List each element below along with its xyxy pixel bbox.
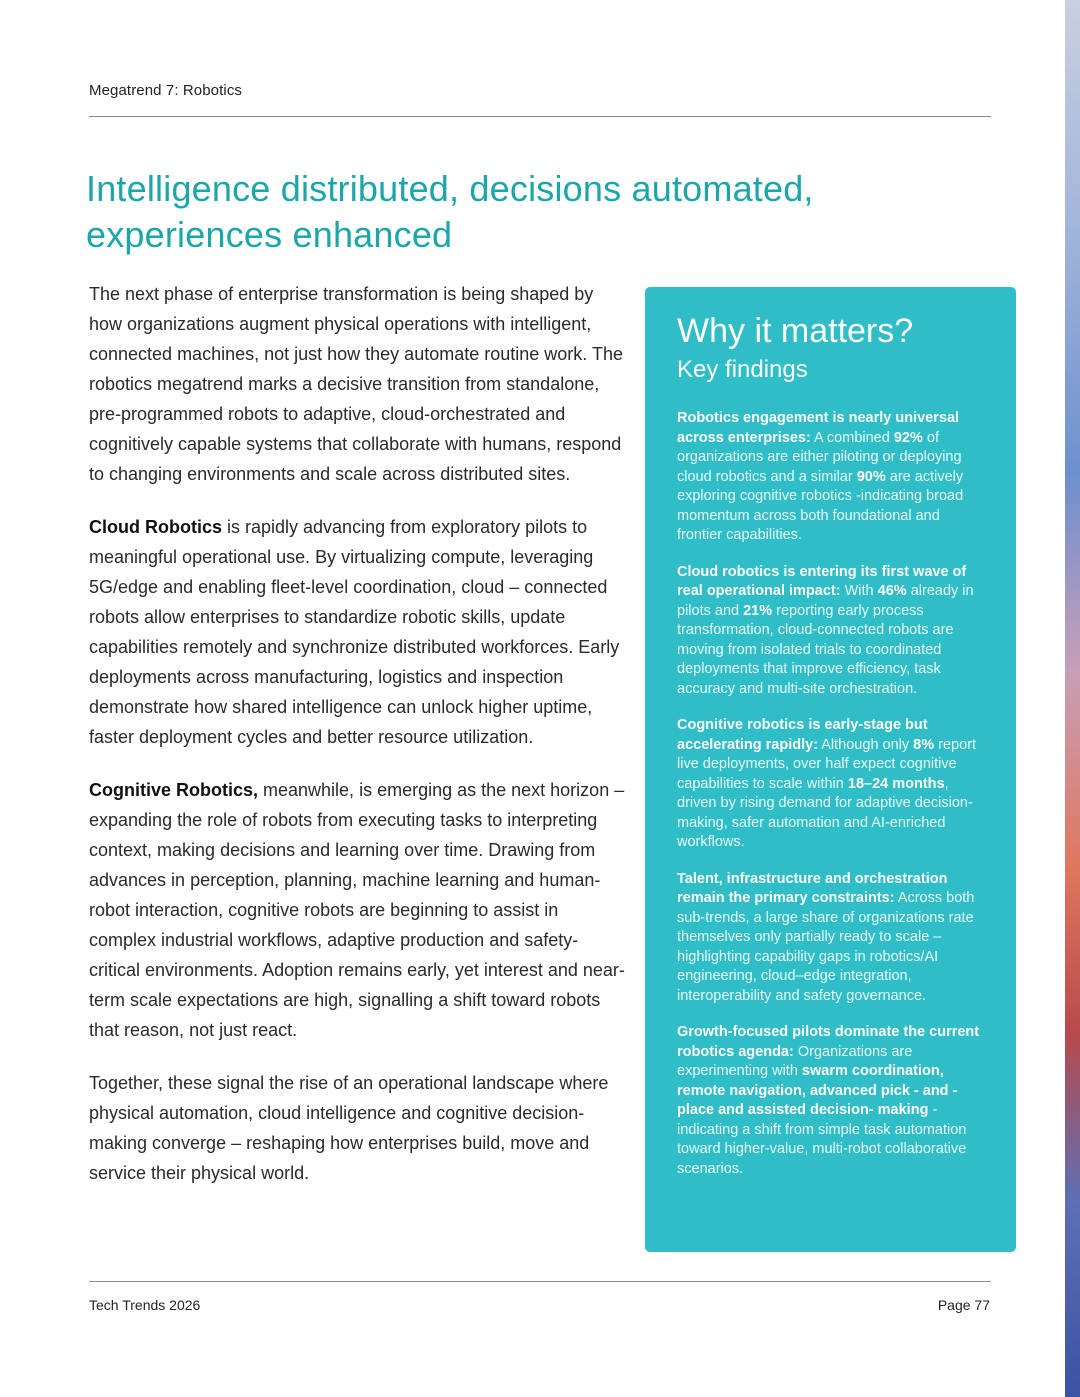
cognitive-robotics-body: meanwhile, is emerging as the next horizon – expanding the role of robots from executing tasks to interpreting context, making decisions and learning over time. Drawing from advances in perception, planning, machine learning and human-robot interaction, cognitive robots are beginning to assist in complex industrial workflows, adaptive production and safety-critical environments. Adoption remains early, yet interest and near-term scale expectations are high, signalling a shift toward robots that reason, not just react.	[89, 780, 625, 1040]
finding-text: of organizations are either piloting or deploying cloud robotics and a similar	[677, 429, 962, 485]
main-article	[89, 279, 629, 1211]
finding-text: reporting early process transformation, cloud-connected robots are moving from isolated trials to coordinated deployments that improve efficiency, task accuracy and multi-site orchestration.	[677, 602, 954, 697]
finding-highlight: 46%	[877, 583, 907, 599]
page-title-line-1: Intelligence distributed, decisions automated,	[86, 168, 814, 209]
page-title	[86, 166, 906, 258]
finding-item	[677, 1023, 988, 1179]
conclusion-paragraph: Together, these signal the rise of an operational landscape where physical automation, cloud intelligence and cognitive decision-making converge – reshaping how enterprises build, move and service their physical world.	[89, 1073, 609, 1183]
finding-lead: Cloud robotics is entering its first wave of real operational impact:	[677, 563, 967, 599]
finding-highlight: 90%	[856, 468, 886, 485]
finding-highlight: swarm coordination, remote navigation, advanced pick - and - place and assisted decision- making	[677, 1063, 958, 1118]
page-edge-gradient	[1065, 0, 1080, 1397]
cloud-robotics-paragraph	[89, 512, 629, 752]
panel-title: Why it matters?	[677, 312, 914, 350]
key-findings-panel	[645, 287, 1016, 1252]
page-number: Page 77	[937, 1297, 990, 1313]
footer-divider	[89, 1281, 991, 1282]
finding-text: Although only	[818, 736, 914, 753]
cloud-robotics-body: is rapidly advancing from exploratory pilots to meaningful operational use. By virtualizing compute, leveraging 5G/edge and enabling fleet-level coordination, cloud – connected robots allow enterprises to standardize robotic skills, update capabilities remotely and synchronize distributed workforces. Early deployments across manufacturing, logistics and inspection demonstrate how shared intelligence can unlock higher uptime, faster deployment cycles and better resource utilization.	[89, 517, 620, 747]
finding-lead: Talent, infrastructure and orchestration remain the primary constraints:	[677, 870, 948, 906]
finding-text: are actively exploring cognitive robotics -indicating broad momentum across both foundational and frontier capabilities.	[677, 468, 964, 543]
panel-subtitle: Key findings	[677, 356, 808, 383]
finding-lead: Growth-focused pilots dominate the current robotics agenda:	[677, 1024, 980, 1060]
finding-text: , driven by rising demand for adaptive decision-making, safer automation and AI-enriched workflows.	[677, 775, 973, 850]
publication-name: Tech Trends 2026	[89, 1297, 201, 1313]
finding-highlight: 18–24 months	[847, 775, 945, 792]
finding-highlight: 21%	[743, 602, 773, 619]
finding-text: With	[840, 583, 878, 599]
finding-item	[677, 409, 988, 546]
finding-text: Across both sub-trends, a large share of organizations rate themselves only partially ready to scale – highlighting capability gaps in robotics/AI engineering, cloud–edge integration, interoperability and safety governance.	[677, 890, 975, 1004]
section-label: Megatrend 7: Robotics	[89, 82, 243, 99]
cloud-robotics-lead: Cloud Robotics	[89, 517, 222, 537]
finding-item	[677, 870, 988, 1007]
finding-lead: Cognitive robotics is early-stage but accelerating rapidly:	[677, 717, 928, 753]
finding-text: - indicating a shift from simple task automation toward higher-value, multi-robot collaborative scenarios.	[677, 1102, 967, 1177]
finding-text: report live deployments, over half expect cognitive capabilities to scale within	[677, 736, 977, 792]
intro-paragraph: The next phase of enterprise transformation is being shaped by how organizations augment physical operations with intelligent, connected machines, not just how they automate routine work. The robotics megatrend marks a decisive transition from standalone, pre-programmed robots to adaptive, cloud-orchestrated and cognitively capable systems that collaborate with humans, respond to changing environments and scale across distributed sites.	[89, 284, 623, 484]
header-divider	[89, 116, 991, 117]
finding-text: already in pilots and	[677, 583, 974, 619]
page-title-line-2: experiences enhanced	[86, 214, 453, 255]
cognitive-robotics-lead: Cognitive Robotics,	[89, 780, 259, 800]
finding-item	[677, 716, 988, 853]
finding-item	[677, 563, 988, 700]
finding-highlight: 8%	[913, 736, 935, 753]
finding-lead: Robotics engagement is nearly universal across enterprises:	[677, 410, 960, 446]
finding-text: A combined	[810, 429, 894, 446]
finding-highlight: 92%	[893, 429, 923, 446]
cognitive-robotics-paragraph	[89, 775, 629, 1045]
finding-text: Organizations are experimenting with	[677, 1043, 913, 1079]
